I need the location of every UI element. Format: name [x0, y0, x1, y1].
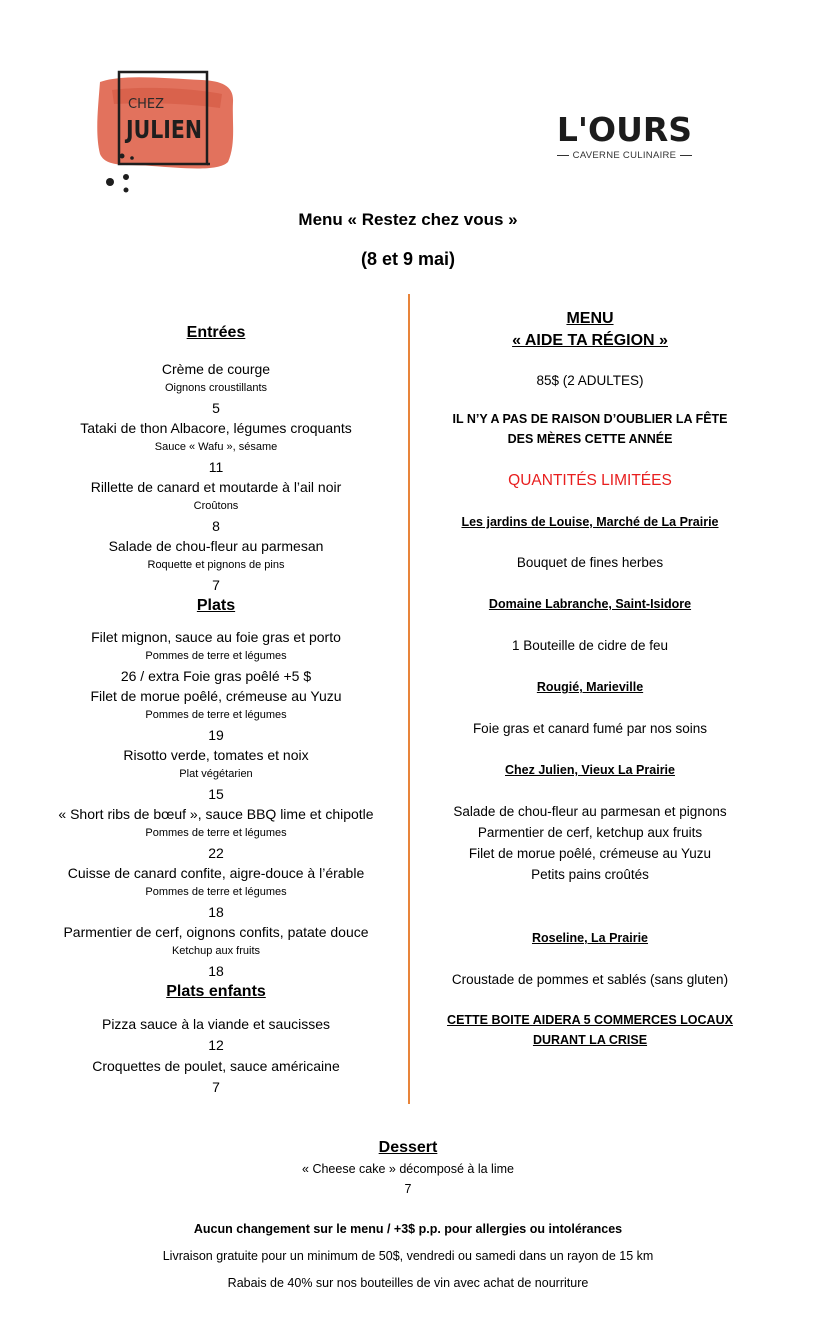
entree-item [30, 359, 402, 418]
plat-item [30, 922, 402, 981]
column-divider [408, 294, 410, 1104]
closing-line-2: DURANT LA CRISE [532, 1033, 648, 1047]
shop-name: Roseline, La Prairie [531, 931, 649, 945]
chez-julien-logo [92, 68, 240, 198]
shop-product: Filet de morue poêlé, crémeuse au Yuzu [468, 846, 712, 861]
footer-line-3: Rabais de 40% sur nos bouteilles de vin avec achat de nourriture [227, 1276, 589, 1290]
shop-product: Foie gras et canard fumé par nos soins [472, 721, 708, 736]
right-menu-column [416, 308, 764, 1050]
item-description: Sauce « Wafu », sésame [154, 441, 278, 453]
item-name: Pizza sauce à la viande et saucisses [101, 1016, 330, 1032]
lours-logo-name: L'OURS [556, 110, 693, 149]
item-price: 22 [208, 845, 224, 861]
plat-item [30, 863, 402, 922]
plat-item [30, 686, 402, 745]
enfant-item [30, 1014, 402, 1056]
item-name: Filet mignon, sauce au foie gras et porto [91, 629, 341, 645]
item-price: 18 [208, 963, 224, 979]
shop-product: Salade de chou-fleur au parmesan et pignons [453, 804, 727, 819]
item-description: Pommes de terre et légumes [145, 709, 287, 721]
item-price: 18 [208, 904, 224, 920]
item-name: Croquettes de poulet, sauce américaine [92, 1058, 340, 1074]
chez-julien-logo-graphic [92, 68, 240, 198]
item-name: Salade de chou-fleur au parmesan [108, 538, 324, 554]
item-price: 12 [208, 1037, 224, 1053]
menu-dates: (8 et 9 mai) [360, 249, 456, 269]
item-name: Tataki de thon Albacore, légumes croquants [80, 420, 352, 436]
entree-item [30, 418, 402, 477]
shop-product: Bouquet de fines herbes [516, 555, 664, 570]
item-description: Pommes de terre et légumes [145, 827, 287, 839]
item-description: Pommes de terre et légumes [145, 886, 287, 898]
item-description: Oignons croustillants [164, 382, 268, 394]
entree-item [30, 477, 402, 536]
item-price: 7 [212, 577, 220, 593]
plat-item [30, 745, 402, 804]
shop-name: Les jardins de Louise, Marché de La Prairie [461, 515, 719, 529]
entree-item [30, 536, 402, 595]
plat-item [30, 627, 402, 686]
item-price: 11 [208, 459, 224, 475]
lours-logo-tagline-row [552, 150, 697, 161]
shop-product: Croustade de pommes et sablés (sans gluten) [451, 972, 729, 987]
shop-name: Rougié, Marieville [536, 680, 644, 694]
item-price: 26 / extra Foie gras poêlé +5 $ [120, 668, 312, 684]
item-name: Parmentier de cerf, oignons confits, patate douce [63, 924, 369, 940]
tagline-dash-right [680, 155, 692, 156]
region-heading-title: « AIDE TA RÉGION » [512, 332, 668, 349]
dessert-name: « Cheese cake » décomposé à la lime [302, 1162, 514, 1176]
footer-line-2: Livraison gratuite pour un minimum de 50$, vendredi ou samedi dans un rayon de 15 km [162, 1249, 654, 1263]
shop-product: Parmentier de cerf, ketchup aux fruits [477, 825, 703, 840]
logo-chez-text: CHEZ [128, 97, 164, 112]
promo-line-2: DES MÈRES CETTE ANNÉE [507, 432, 673, 446]
lours-logo-tagline: CAVERNE CULINAIRE [572, 150, 677, 161]
item-name: « Short ribs de bœuf », sauce BBQ lime et chipotle [58, 806, 374, 822]
region-price: 85$ (2 ADULTES) [536, 373, 644, 388]
entrees-heading: Entrées [186, 324, 246, 341]
shop-product: Petits pains croûtés [531, 867, 649, 882]
item-price: 15 [208, 786, 224, 802]
item-price: 5 [212, 400, 220, 416]
item-price: 7 [212, 1079, 220, 1095]
menu-title: Menu « Restez chez vous » [298, 210, 518, 229]
item-description: Roquette et pignons de pins [147, 559, 285, 571]
shop-name: Chez Julien, Vieux La Prairie [505, 763, 675, 777]
dessert-section [0, 1137, 816, 1199]
limited-quantities: QUANTITÉS LIMITÉES [508, 472, 672, 489]
plat-item [30, 804, 402, 863]
enfants-heading: Plats enfants [166, 983, 266, 1000]
logo-julien-text: JULIEN [124, 115, 202, 144]
footer-line-1: Aucun changement sur le menu / +3$ p.p. pour allergies ou intolérances [193, 1222, 623, 1236]
shop-name: Domaine Labranche, Saint-Isidore [488, 597, 692, 611]
item-description: Pommes de terre et légumes [145, 650, 287, 662]
item-description: Ketchup aux fruits [171, 945, 261, 957]
left-menu-column [30, 322, 402, 1098]
tagline-dash-left [557, 155, 569, 156]
item-name: Filet de morue poêlé, crémeuse au Yuzu [90, 688, 342, 704]
item-price: 19 [208, 727, 224, 743]
plats-heading: Plats [196, 597, 236, 614]
enfant-item [30, 1056, 402, 1098]
item-description: Croûtons [193, 500, 239, 512]
item-name: Rillette de canard et moutarde à l’ail noir [90, 479, 342, 495]
closing-line-1: CETTE BOITE AIDERA 5 COMMERCES LOCAUX [447, 1013, 733, 1027]
region-heading-menu: MENU [566, 310, 614, 327]
item-name: Crème de courge [161, 361, 271, 377]
lours-logo [552, 112, 697, 168]
dessert-price: 7 [404, 1182, 412, 1196]
item-name: Cuisse de canard confite, aigre-douce à l’érable [67, 865, 365, 881]
shop-product: 1 Bouteille de cidre de feu [511, 638, 669, 653]
dessert-heading: Dessert [378, 1139, 438, 1156]
item-price: 8 [212, 518, 220, 534]
item-name: Risotto verde, tomates et noix [123, 747, 309, 763]
promo-line-1: IL N’Y A PAS DE RAISON D’OUBLIER LA FÊTE [452, 412, 728, 426]
item-description: Plat végétarien [179, 768, 253, 780]
